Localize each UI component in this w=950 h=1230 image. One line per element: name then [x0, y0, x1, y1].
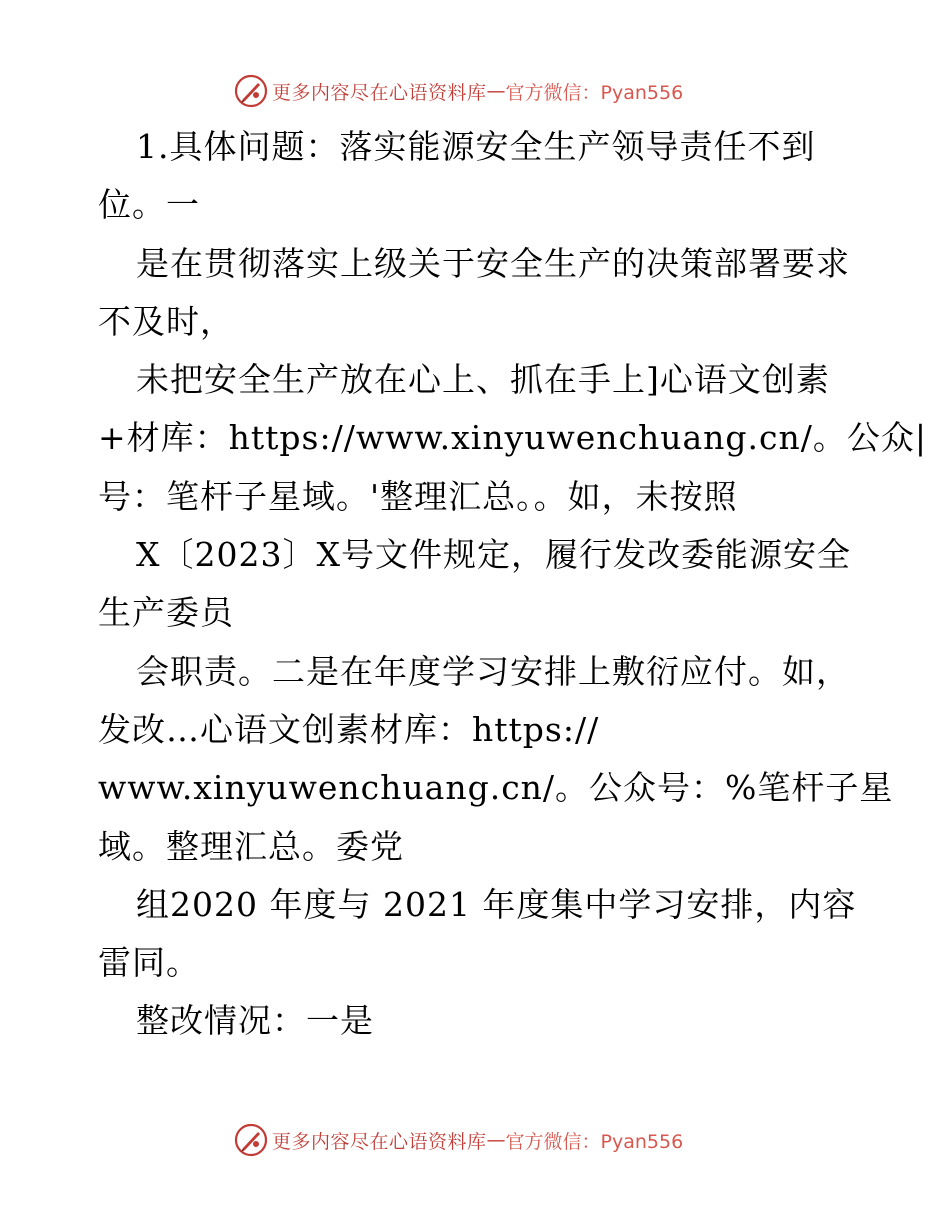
header-watermark — [234, 73, 683, 109]
footer-watermark — [234, 1122, 683, 1158]
watermark-text: 更多内容尽在心语资料库 — [272, 81, 487, 104]
text-line: 生产委员 — [98, 593, 234, 633]
quill-logo-icon — [234, 74, 268, 108]
text-line: +材库：https://www.xinyuwenchuang.cn/。公众| — [98, 418, 928, 458]
text-line: 发改…心语文创素材库：https:// — [98, 709, 600, 749]
text-line: 不及时， — [98, 301, 234, 341]
quill-logo-icon — [234, 1123, 268, 1157]
text-line: 雷同。 — [98, 943, 200, 983]
text-line: 整改情况：一是 — [136, 1001, 374, 1041]
text-line: 位。一 — [98, 185, 200, 225]
watermark-wechat: 官方微信：Pyan556 — [505, 1130, 684, 1153]
document-body — [98, 118, 928, 1051]
watermark-wechat: 官方微信：Pyan556 — [505, 81, 684, 104]
text-line: 会职责。二是在年度学习安排上敷衍应付。如， — [136, 651, 850, 691]
text-line: X〔2023〕X号文件规定，履行发改委能源安全 — [136, 535, 851, 575]
text-line: 域。整理汇总。委党 — [98, 826, 404, 866]
watermark-separator: — — [486, 80, 506, 102]
watermark-text: 更多内容尽在心语资料库 — [272, 1130, 487, 1153]
text-line: 组2020 年度与 2021 年度集中学习安排，内容 — [136, 884, 857, 924]
text-line: 1.具体问题：落实能源安全生产领导责任不到 — [136, 127, 816, 166]
text-line: 号：笔杆子星域。'整理汇总。。如，未按照 — [98, 476, 738, 516]
text-line: 未把安全生产放在心上、抓在手上]心语文创素 — [136, 360, 830, 400]
text-line: 是在贯彻落实上级关于安全生产的决策部署要求 — [136, 243, 850, 283]
text-line: www.xinyuwenchuang.cn/。公众号：%笔杆子星 — [98, 768, 894, 808]
watermark-separator: — — [486, 1129, 506, 1151]
